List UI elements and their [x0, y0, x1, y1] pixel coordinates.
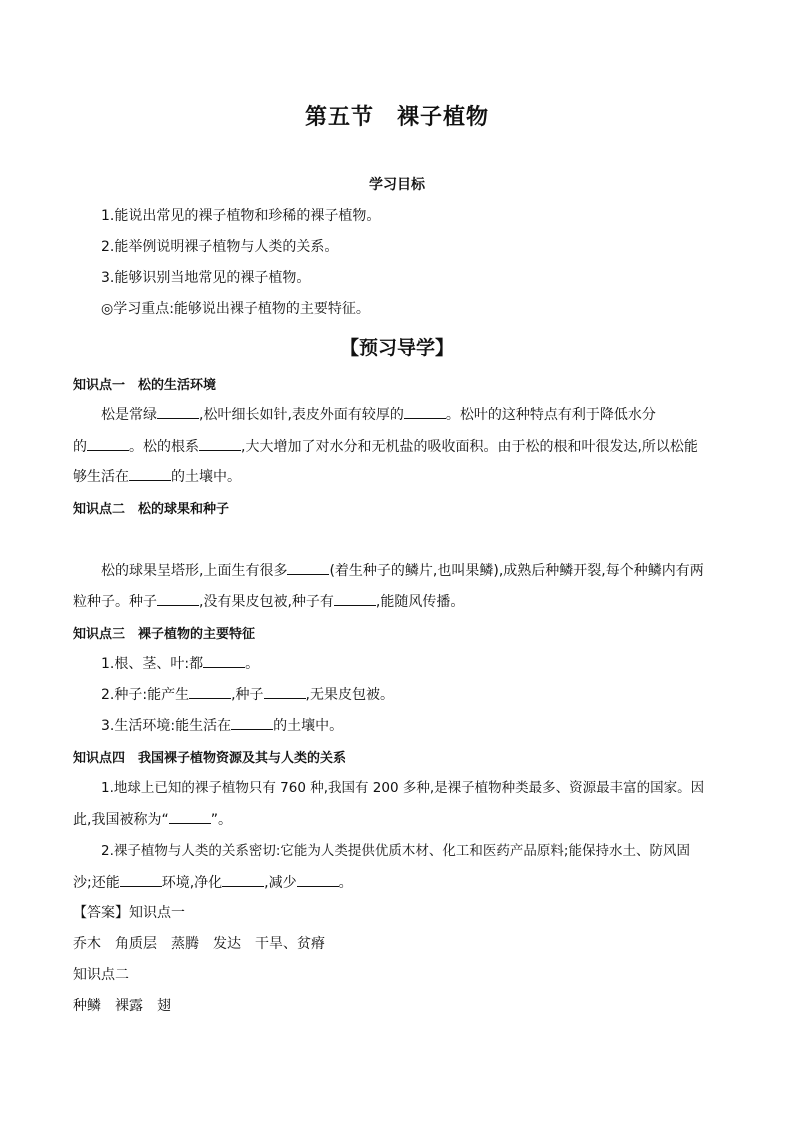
kp1-line-1 [101, 404, 656, 425]
text: 1.根、茎、叶:都 [101, 656, 204, 672]
answers-heading-2: 知识点二 [73, 967, 129, 983]
text: ,种子 [231, 687, 264, 703]
kp4-p1-line-1: 1.地球上已知的裸子植物只有 760 种,我国有 200 多种,是裸子植物种类最多、资源最丰富的国家。因 [101, 780, 705, 796]
text: 的土壤中。 [171, 469, 241, 485]
section-heading: 【预习导学】 [339, 337, 454, 359]
answers-line-2: 种鳞 裸露 翅 [73, 998, 171, 1014]
learning-focus: ◎学习重点:能够说出裸子植物的主要特征。 [101, 301, 370, 317]
text: 环境,净化 [161, 875, 223, 891]
text: 。松叶的这种特点有利于降低水分 [445, 407, 656, 423]
text: 。 [245, 656, 260, 672]
text: 。 [338, 875, 353, 891]
blank [87, 436, 129, 451]
text: ,大大增加了对水分和无机盐的吸收面积。由于松的根和叶很发达,所以松能 [241, 439, 698, 455]
kp4-p2-line-2 [73, 872, 353, 893]
kp4-heading: 知识点四 我国裸子植物资源及其与人类的关系 [73, 751, 347, 766]
kp4-p1-line-2 [73, 809, 232, 830]
blank [203, 653, 245, 668]
text: 。松的根系 [129, 439, 199, 455]
text: ,无果皮包被。 [305, 687, 394, 703]
text: ,松叶细长如针,表皮外面有较厚的 [199, 407, 404, 423]
text: 的 [73, 439, 87, 455]
kp1-line-3 [73, 466, 241, 487]
blank [129, 466, 171, 481]
blank [120, 872, 162, 887]
kp2-line-2 [73, 591, 464, 612]
blank [231, 715, 273, 730]
text: 松的球果呈塔形,上面生有很多 [101, 563, 288, 579]
text: ,没有果皮包被,种子有 [199, 594, 334, 610]
text: ,能随风传播。 [375, 594, 465, 610]
objective-3: 3.能够识别当地常见的裸子植物。 [101, 270, 311, 286]
kp2-line-1 [101, 560, 704, 581]
kp3-heading: 知识点三 裸子植物的主要特征 [73, 627, 256, 642]
blank [157, 591, 199, 606]
kp3-item-2 [101, 684, 394, 705]
objectives-heading: 学习目标 [369, 177, 425, 193]
blank [264, 684, 306, 699]
text: 松是常绿 [101, 407, 157, 423]
text: ”。 [210, 812, 232, 828]
blank [334, 591, 376, 606]
text: 2.种子:能产生 [101, 687, 190, 703]
answers-heading: 【答案】知识点一 [73, 905, 185, 921]
blank [404, 404, 446, 419]
blank [287, 560, 329, 575]
kp1-line-2 [73, 436, 698, 457]
kp3-item-3 [101, 715, 343, 736]
blank [297, 872, 339, 887]
objective-1: 1.能说出常见的裸子植物和珍稀的裸子植物。 [101, 208, 381, 224]
blank [169, 809, 211, 824]
objective-2: 2.能举例说明裸子植物与人类的关系。 [101, 239, 339, 255]
kp1-heading: 知识点一 松的生活环境 [73, 378, 217, 393]
text: 粒种子。种子 [73, 594, 157, 610]
answers-line-1: 乔木 角质层 蒸腾 发达 干旱、贫瘠 [73, 936, 325, 952]
kp4-p2-line-1: 2.裸子植物与人类的关系密切:它能为人类提供优质木材、化工和医药产品原料;能保持水土、防风固 [101, 843, 690, 859]
text: 沙;还能 [73, 875, 120, 891]
kp3-item-1 [101, 653, 259, 674]
blank [199, 436, 241, 451]
blank [222, 872, 264, 887]
text: 的土壤中。 [273, 718, 344, 734]
page-title: 第五节 裸子植物 [304, 105, 489, 130]
text: (着生种子的鳞片,也叫果鳞),成熟后种鳞开裂,每个种鳞内有两 [329, 563, 704, 579]
blank [189, 684, 231, 699]
text: 够生活在 [73, 469, 129, 485]
text: 此,我国被称为“ [73, 812, 169, 828]
text: ,减少 [264, 875, 297, 891]
blank [157, 404, 199, 419]
text: 3.生活环境:能生活在 [101, 718, 232, 734]
kp2-heading: 知识点二 松的球果和种子 [73, 502, 230, 517]
